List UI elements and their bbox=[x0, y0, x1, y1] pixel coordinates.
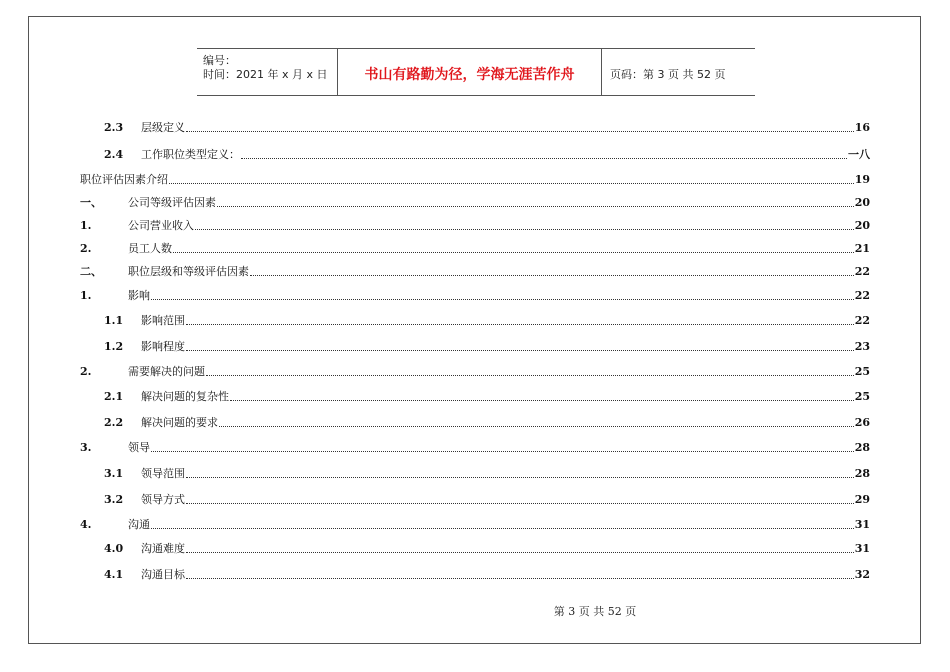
toc-dot-leader bbox=[151, 299, 854, 300]
toc-entry[interactable] bbox=[80, 414, 870, 430]
toc-entry-title: 沟通目标 bbox=[141, 568, 185, 581]
toc-entry-title: 沟通 bbox=[128, 518, 150, 531]
toc-entry-number: 4. bbox=[80, 518, 92, 531]
toc-entry-number: 1.2 bbox=[104, 340, 124, 353]
toc-entry-title: 解决问题的要求 bbox=[141, 416, 218, 429]
toc-dot-leader bbox=[206, 375, 854, 376]
toc-entry-page: 22 bbox=[854, 289, 870, 302]
toc-entry[interactable] bbox=[80, 240, 870, 256]
toc-dot-leader bbox=[186, 350, 854, 351]
toc-dot-leader bbox=[186, 578, 854, 579]
toc-entry-title: 沟通难度 bbox=[141, 542, 185, 555]
toc-entry-title: 领导范围 bbox=[141, 467, 185, 480]
toc-entry[interactable] bbox=[80, 338, 870, 354]
toc-entry[interactable] bbox=[80, 516, 870, 532]
toc-entry[interactable] bbox=[80, 363, 870, 379]
toc-entry-title: 层级定义 bbox=[141, 121, 185, 134]
toc-entry-title: 公司营业收入 bbox=[128, 219, 194, 232]
toc-entry-title: 职位评估因素介绍 bbox=[80, 173, 168, 186]
toc-entry[interactable] bbox=[80, 439, 870, 455]
page-footer: 第 3 页 共 52 页 bbox=[553, 605, 637, 618]
toc-entry-page: 19 bbox=[854, 173, 870, 186]
toc-dot-leader bbox=[173, 252, 854, 253]
toc-entry-page: 31 bbox=[854, 518, 870, 531]
toc-dot-leader bbox=[186, 131, 854, 132]
toc-entry-page: 31 bbox=[854, 542, 870, 555]
toc-entry[interactable] bbox=[80, 263, 870, 279]
header-motto: 书山有路勤为径，学海无涯苦作舟 bbox=[364, 67, 575, 83]
toc-entry[interactable] bbox=[80, 491, 870, 507]
toc-entry[interactable] bbox=[80, 171, 870, 187]
toc-entry-title: 解决问题的复杂性 bbox=[141, 390, 229, 403]
toc-entry-number: 3. bbox=[80, 441, 92, 454]
toc-entry-page: 23 bbox=[854, 340, 870, 353]
toc-entry-number: 1. bbox=[80, 219, 92, 232]
toc-entry-title: 工作职位类型定义： bbox=[141, 148, 240, 161]
toc-entry-number: 一、 bbox=[80, 196, 102, 209]
toc-dot-leader bbox=[186, 477, 854, 478]
toc-entry-page: 28 bbox=[854, 441, 870, 454]
toc-dot-leader bbox=[186, 552, 854, 553]
toc-entry[interactable] bbox=[80, 540, 870, 556]
toc-dot-leader bbox=[151, 451, 854, 452]
toc-entry-page: 25 bbox=[854, 365, 870, 378]
toc-entry-number: 4.1 bbox=[104, 568, 124, 581]
toc-entry[interactable] bbox=[80, 312, 870, 328]
toc-dot-leader bbox=[217, 206, 854, 207]
toc-entry[interactable] bbox=[80, 119, 870, 135]
document-number-label: 编号： bbox=[203, 54, 236, 67]
page-header bbox=[197, 48, 755, 96]
toc-entry-title: 领导 bbox=[128, 441, 150, 454]
toc-entry-number: 二、 bbox=[80, 265, 102, 278]
toc-dot-leader bbox=[230, 400, 854, 401]
toc-dot-leader bbox=[195, 229, 854, 230]
toc-entry-title: 影响程度 bbox=[141, 340, 185, 353]
document-time-label: 时间：2021 年 x 月 x 日 bbox=[203, 68, 328, 81]
toc-entry-page: 28 bbox=[854, 467, 870, 480]
toc-entry-page: 20 bbox=[854, 219, 870, 232]
header-page-cell bbox=[602, 49, 755, 95]
toc-dot-leader bbox=[241, 158, 847, 159]
toc-entry[interactable] bbox=[80, 465, 870, 481]
toc-entry-page: 26 bbox=[854, 416, 870, 429]
toc-entry-title: 影响范围 bbox=[141, 314, 185, 327]
toc-entry[interactable] bbox=[80, 287, 870, 303]
toc-entry-page: 21 bbox=[854, 242, 870, 255]
header-motto-cell bbox=[338, 49, 602, 95]
toc-entry-page: 16 bbox=[854, 121, 870, 134]
toc-entry-title: 需要解决的问题 bbox=[128, 365, 205, 378]
toc-entry-number: 3.2 bbox=[104, 493, 124, 506]
toc-entry-number: 1.1 bbox=[104, 314, 124, 327]
toc-entry[interactable] bbox=[80, 388, 870, 404]
toc-dot-leader bbox=[151, 528, 854, 529]
toc-entry-title: 员工人数 bbox=[128, 242, 172, 255]
toc-entry-number: 2.3 bbox=[104, 121, 124, 134]
toc-dot-leader bbox=[250, 275, 854, 276]
toc-entry-number: 2. bbox=[80, 365, 92, 378]
toc-entry-page: 一八 bbox=[848, 148, 870, 161]
toc-entry-page: 20 bbox=[854, 196, 870, 209]
toc-entry-page: 25 bbox=[854, 390, 870, 403]
toc-entry-number: 1. bbox=[80, 289, 92, 302]
header-meta-cell bbox=[197, 49, 338, 95]
toc-dot-leader bbox=[169, 183, 854, 184]
toc-dot-leader bbox=[186, 324, 854, 325]
toc-entry-number: 2.2 bbox=[104, 416, 124, 429]
toc-entry-page: 22 bbox=[854, 314, 870, 327]
toc-entry[interactable] bbox=[80, 194, 870, 210]
toc-entry-title: 职位层级和等级评估因素 bbox=[128, 265, 249, 278]
toc-entry-number: 4.0 bbox=[104, 542, 124, 555]
toc-entry-number: 2.4 bbox=[104, 148, 124, 161]
toc-entry-page: 29 bbox=[854, 493, 870, 506]
toc-entry-number: 2. bbox=[80, 242, 92, 255]
toc-entry-title: 影响 bbox=[128, 289, 150, 302]
toc-entry[interactable] bbox=[80, 146, 870, 162]
toc-dot-leader bbox=[186, 503, 854, 504]
toc-entry-page: 22 bbox=[854, 265, 870, 278]
toc-entry-number: 2.1 bbox=[104, 390, 124, 403]
toc-entry-title: 公司等级评估因素 bbox=[128, 196, 216, 209]
header-page-number: 页码：第 3 页 共 52 页 bbox=[610, 68, 726, 81]
toc-entry-page: 32 bbox=[854, 568, 870, 581]
toc-entry-title: 领导方式 bbox=[141, 493, 185, 506]
toc-entry-number: 3.1 bbox=[104, 467, 124, 480]
toc-dot-leader bbox=[219, 426, 854, 427]
toc-entry[interactable] bbox=[80, 566, 870, 582]
toc-entry[interactable] bbox=[80, 217, 870, 233]
